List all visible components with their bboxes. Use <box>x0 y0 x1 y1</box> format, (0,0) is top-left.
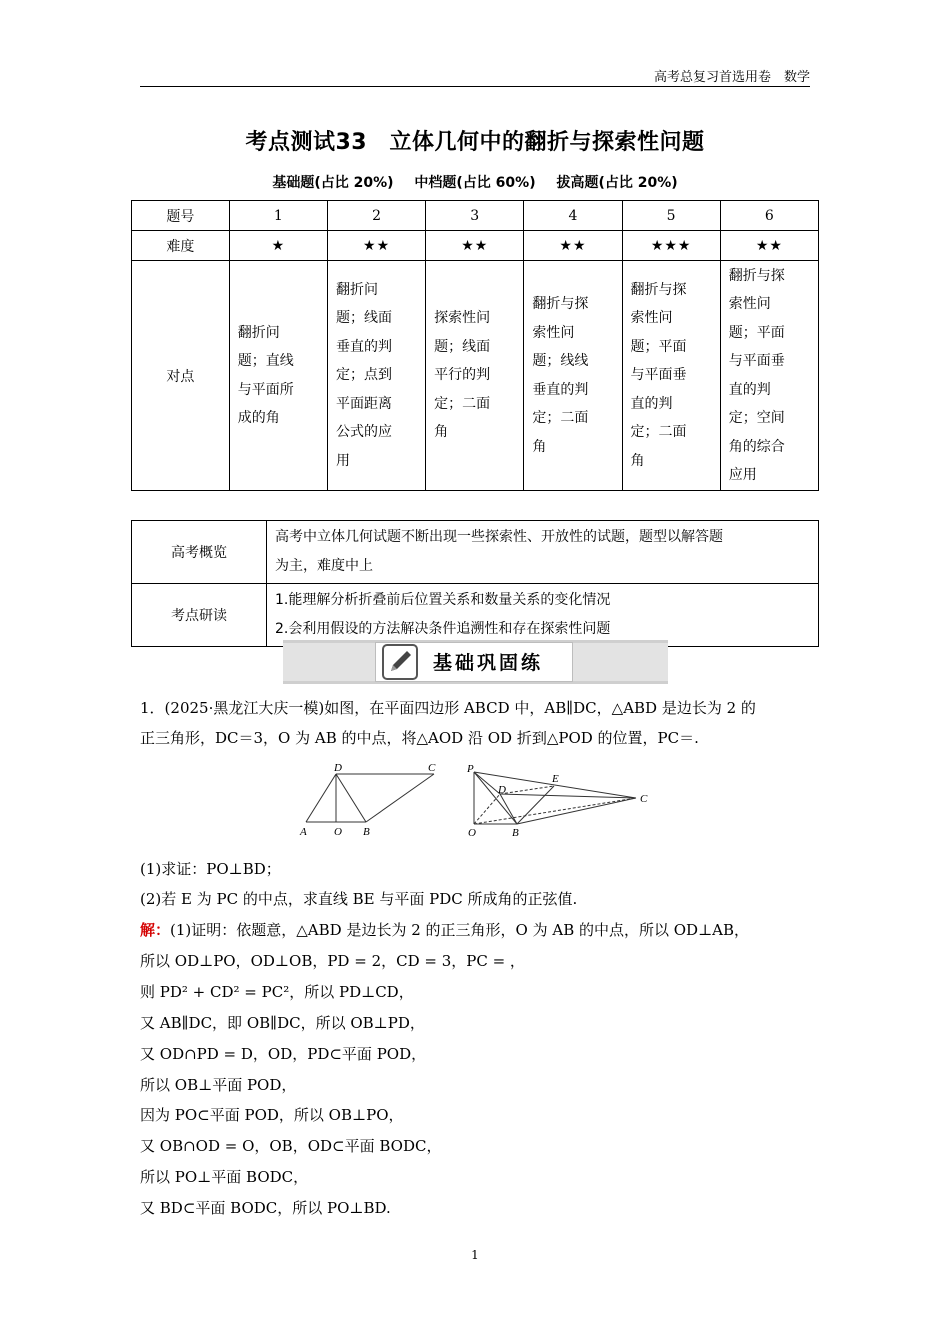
topic-line: 索性问 <box>630 310 673 327</box>
solution-text: (1)证明：依题意，△ABD 是边长为 2 的正三角形，O 为 AB 的中点，所以 OD⊥AB， <box>170 921 750 939</box>
topic-cell <box>327 261 425 491</box>
label-b: B <box>512 827 519 839</box>
topic-line: 与平面所 <box>237 381 294 398</box>
topic-line: 定；二面 <box>434 395 491 412</box>
ratio-medium: 中档题(占比 60%) <box>414 175 536 191</box>
topic-line: 与平面垂 <box>630 367 687 384</box>
overview-line: 高考中立体几何试题不断出现一些探索性、开放性的试题，题型以解答题 <box>275 529 723 545</box>
topic-cell <box>720 261 818 491</box>
topic-line: 题；平面 <box>630 338 687 355</box>
topic-cell <box>426 261 524 491</box>
topic-line: 平行的判 <box>434 367 491 384</box>
topic-line: 用 <box>335 452 350 469</box>
difficulty-ratio <box>0 172 950 192</box>
figure-planar-quadrilateral <box>296 762 446 840</box>
question-1: (1)求证：PO⊥BD； <box>140 860 281 878</box>
solution-line <box>140 919 749 940</box>
topic-line: 直的判 <box>728 381 771 398</box>
difficulty-stars: ★★ <box>327 231 425 261</box>
topic-line: 定；点到 <box>335 367 392 384</box>
label-number: 题号 <box>132 201 230 231</box>
ratio-advanced: 拔高题(占比 20%) <box>556 175 678 191</box>
figure-folded-pyramid <box>462 762 657 842</box>
difficulty-stars: ★★★ <box>622 231 720 261</box>
solution-line: 因为 PO⊂平面 POD，所以 OB⊥PO， <box>140 1106 404 1124</box>
label-o: O <box>334 826 342 838</box>
solution-line: 又 OD∩PD = D，OD，PD⊂平面 POD， <box>140 1045 427 1063</box>
solution-line: 则 PD² + CD² = PC²，所以 PD⊥CD， <box>140 983 414 1001</box>
topic-line: 翻折问 <box>237 324 280 341</box>
pencil-icon <box>381 643 419 681</box>
topic-line: 翻折问 <box>335 281 378 298</box>
topic-line: 定；二面 <box>532 410 589 426</box>
solution-line: 所以 OB⊥平面 POD， <box>140 1076 297 1094</box>
problem-line-1: 1．(2025·黑龙江大庆一模)如图，在平面四边形 ABCD 中，AB∥DC，△ABD 是边长为 2 的 <box>140 699 756 717</box>
question-2: (2)若 E 为 PC 的中点，求直线 BE 与平面 PDC 所成角的正弦值. <box>140 890 578 908</box>
topic-line: 翻折与探 <box>728 267 785 284</box>
topic-line: 题；线面 <box>434 338 491 355</box>
study-text <box>267 584 819 647</box>
difficulty-stars: ★★ <box>524 231 622 261</box>
topic-line: 角的综合 <box>728 438 785 455</box>
topic-line: 题；直线 <box>237 353 294 369</box>
col-number: 1 <box>229 201 327 231</box>
col-number: 2 <box>327 201 425 231</box>
topic-line: 题；线面 <box>335 310 392 327</box>
topic-line: 角 <box>532 438 547 455</box>
topic-cell <box>524 261 622 491</box>
col-number: 5 <box>622 201 720 231</box>
label-p: P <box>467 763 474 775</box>
solution-line: 所以 OD⊥PO，OD⊥OB，PD = 2，CD = 3，PC = ， <box>140 952 525 970</box>
topic-line: 垂直的判 <box>532 381 589 398</box>
topic-line: 定；空间 <box>728 410 785 426</box>
topic-line: 索性问 <box>532 324 575 341</box>
col-number: 3 <box>426 201 524 231</box>
difficulty-stars: ★★ <box>720 231 818 261</box>
problem-line-2: 正三角形，DC＝3，O 为 AB 的中点，将△AOD 沿 OD 折到△POD 的位置，PC＝. <box>140 729 699 747</box>
label-a: A <box>300 826 307 838</box>
topic-cell <box>622 261 720 491</box>
page-number: 1 <box>471 1248 479 1262</box>
solution-line: 又 BD⊂平面 BODC，所以 PO⊥BD. <box>140 1199 391 1217</box>
ratio-basic: 基础题(占比 20%) <box>272 175 394 191</box>
topic-cell <box>229 261 327 491</box>
exam-overview-table <box>131 520 819 647</box>
topic-line: 翻折与探 <box>532 296 589 312</box>
label-d: D <box>498 784 506 796</box>
label-c: C <box>640 793 648 805</box>
label-b: B <box>363 826 370 838</box>
solution-line: 又 AB∥DC，即 OB∥DC，所以 OB⊥PD， <box>140 1014 425 1032</box>
page-header: 高考总复习首选用卷 数学 <box>140 66 810 87</box>
topic-line: 平面距离 <box>335 395 392 412</box>
label-c: C <box>428 762 436 774</box>
col-number: 6 <box>720 201 818 231</box>
col-number: 4 <box>524 201 622 231</box>
page-title: 考点测试33 立体几何中的翻折与探索性问题 <box>245 130 705 155</box>
solution-line: 所以 PO⊥平面 BODC， <box>140 1168 309 1186</box>
topic-line: 定；二面 <box>630 424 687 441</box>
overview-text <box>267 521 819 584</box>
topic-line: 题；平面 <box>728 324 785 341</box>
overview-line: 为主，难度中上 <box>275 558 373 574</box>
label-topic: 对点 <box>132 261 230 491</box>
topic-line: 垂直的判 <box>335 338 392 355</box>
difficulty-stars: ★ <box>229 231 327 261</box>
study-line: 1.能理解分析折叠前后位置关系和数量关系的变化情况 <box>275 592 611 608</box>
topic-line: 直的判 <box>630 395 673 412</box>
topic-line: 公式的应 <box>335 424 392 441</box>
overview-label: 高考概览 <box>132 521 267 584</box>
topic-line: 题；线线 <box>532 353 589 369</box>
section-banner <box>283 640 668 684</box>
topic-line: 索性问 <box>728 296 771 312</box>
label-d: D <box>334 762 342 774</box>
label-e: E <box>552 773 559 785</box>
difficulty-stars: ★★ <box>426 231 524 261</box>
topic-line: 角 <box>434 424 449 441</box>
label-o: O <box>468 827 476 839</box>
solution-line: 又 OB∩OD = O，OB，OD⊂平面 BODC， <box>140 1137 442 1155</box>
topic-line: 翻折与探 <box>630 281 687 298</box>
study-line: 2.会利用假设的方法解决条件追溯性和存在探索性问题 <box>275 621 611 637</box>
question-overview-table <box>131 200 819 491</box>
banner-label: 基础巩固练 <box>433 652 544 674</box>
label-difficulty: 难度 <box>132 231 230 261</box>
topic-line: 与平面垂 <box>728 353 785 369</box>
study-label: 考点研读 <box>132 584 267 647</box>
topic-line: 成的角 <box>237 410 280 426</box>
topic-line: 角 <box>630 452 645 469</box>
topic-line: 探索性问 <box>434 310 491 327</box>
topic-line: 应用 <box>728 467 757 483</box>
solution-label: 解： <box>140 921 171 939</box>
